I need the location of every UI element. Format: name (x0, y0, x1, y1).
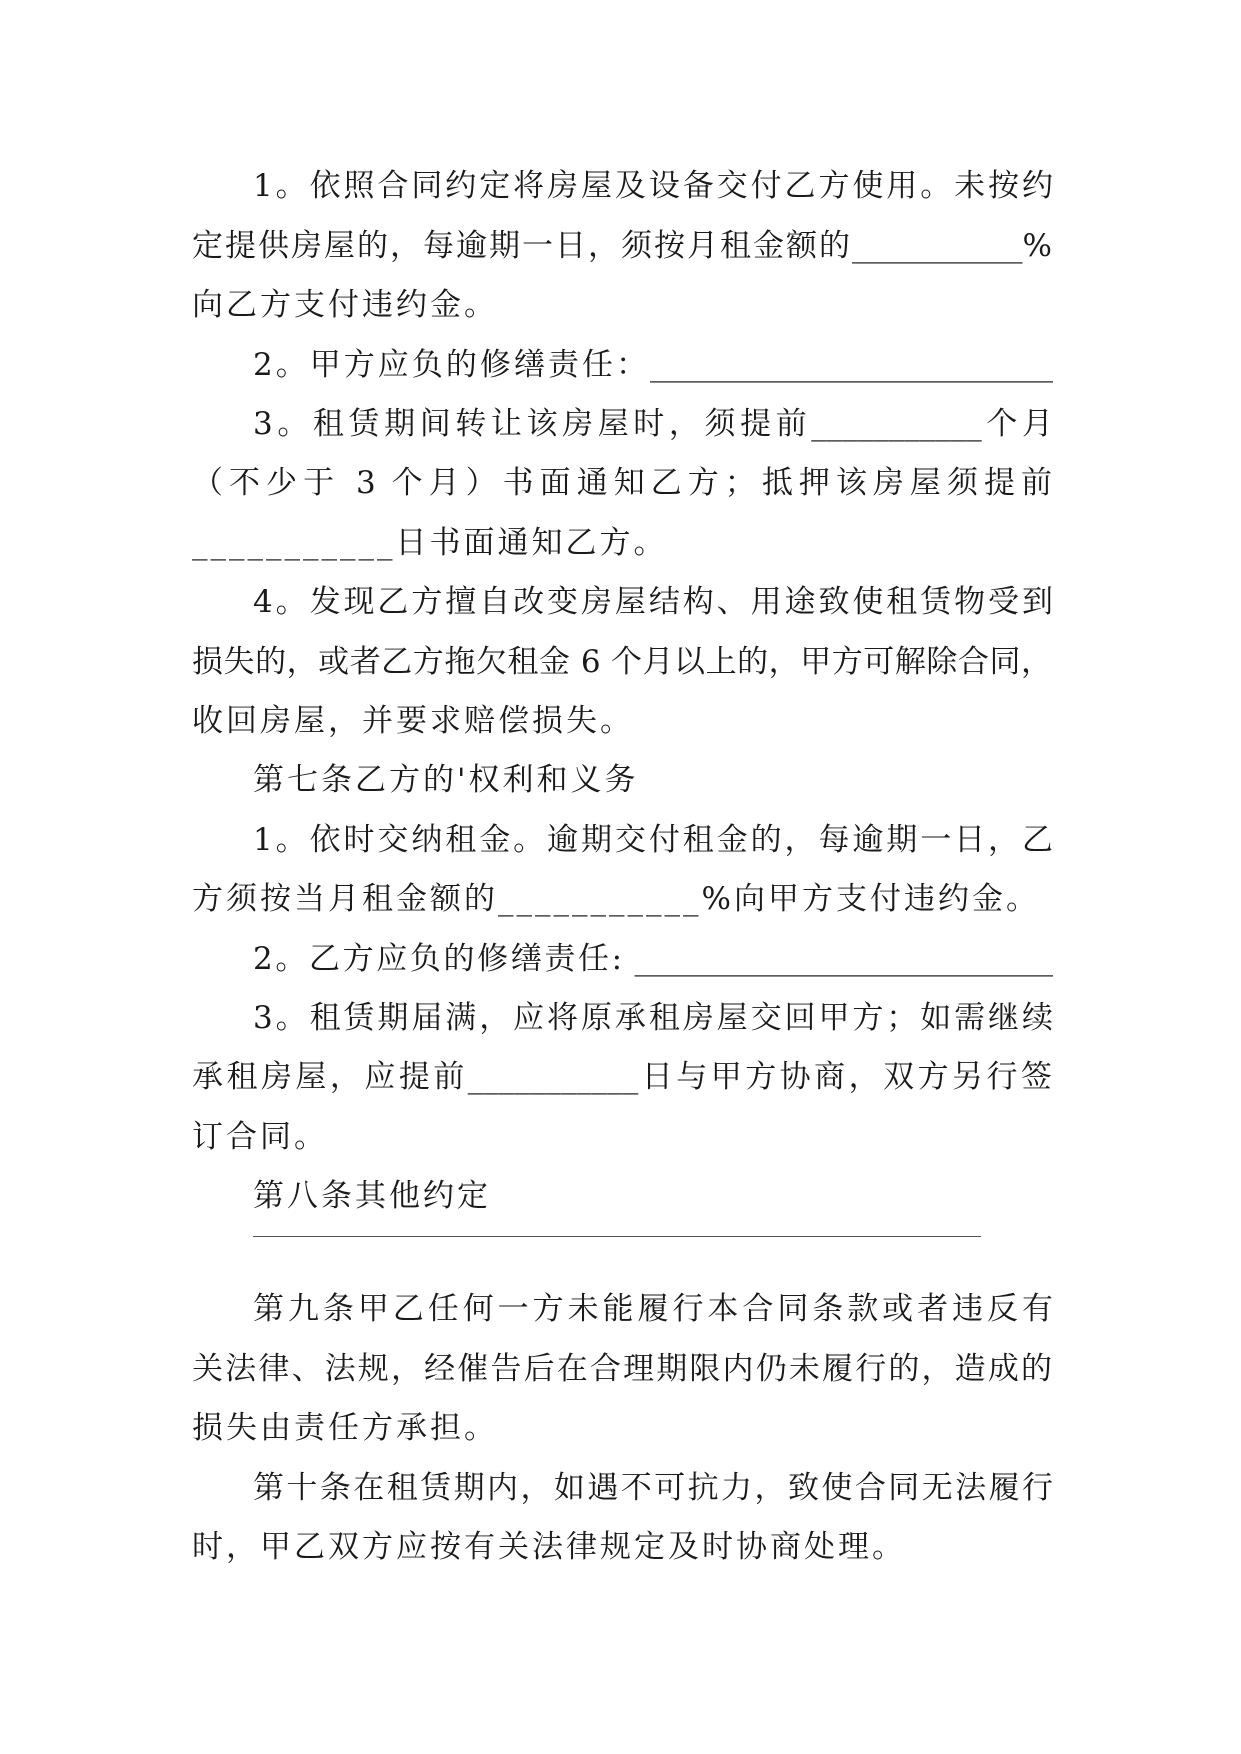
paragraph-line: 2。甲方应负的修缮责任：__________________________ (253, 347, 1053, 383)
paragraph-line: （不少于 3 个月）书面通知乙方；抵押该房屋须提前 (192, 465, 1052, 501)
paragraph-line: 订合同。 (192, 1119, 328, 1155)
paragraph-line: 承租房屋，应提前___________日与甲方协商，双方另行签 (192, 1059, 1052, 1095)
paragraph-line: 第十条在租赁期内，如遇不可抗力，致使合同无法履行 (253, 1470, 1053, 1506)
paragraph-line: 1。依照合同约定将房屋及设备交付乙方使用。未按约 (253, 168, 1053, 204)
paragraph-line: 定提供房屋的，每逾期一日，须按月租金额的___________% (192, 228, 1052, 264)
paragraph-line: 向乙方支付违约金。 (192, 287, 498, 323)
paragraph-line: 1。依时交纳租金。逾期交付租金的，每逾期一日，乙 (253, 822, 1053, 858)
paragraph-line: 关法律、法规，经催告后在合理期限内仍未履行的，造成的 (192, 1351, 1052, 1387)
section-heading: 第七条乙方的'权利和义务 (253, 762, 639, 798)
section-heading: 第八条其他约定 (253, 1178, 491, 1214)
paragraph-line: 3。租赁期届满，应将原承租房屋交回甲方；如需继续 (253, 1000, 1053, 1036)
blank-fill-line (253, 1236, 981, 1237)
paragraph-line: 收回房屋，并要求赔偿损失。 (192, 703, 634, 739)
paragraph-line: 方须按当月租金额的___________%向甲方支付违约金。 (192, 881, 1040, 917)
paragraph-line: 3。租赁期间转让该房屋时，须提前___________个月 (253, 406, 1053, 442)
paragraph-line: 4。发现乙方擅自改变房屋结构、用途致使租赁物受到 (253, 584, 1053, 620)
paragraph-line: 时，甲乙双方应按有关法律规定及时协商处理。 (192, 1529, 906, 1565)
paragraph-line: ___________日书面通知乙方。 (192, 525, 668, 561)
paragraph-line: 损失由责任方承担。 (192, 1410, 498, 1446)
paragraph-line: 2。乙方应负的修缮责任: ___________________________ (253, 941, 1053, 977)
paragraph-line: 第九条甲乙任何一方未能履行本合同条款或者违反有 (253, 1291, 1053, 1327)
paragraph-line: 损失的，或者乙方拖欠租金 6 个月以上的，甲方可解除合同， (192, 644, 1052, 680)
